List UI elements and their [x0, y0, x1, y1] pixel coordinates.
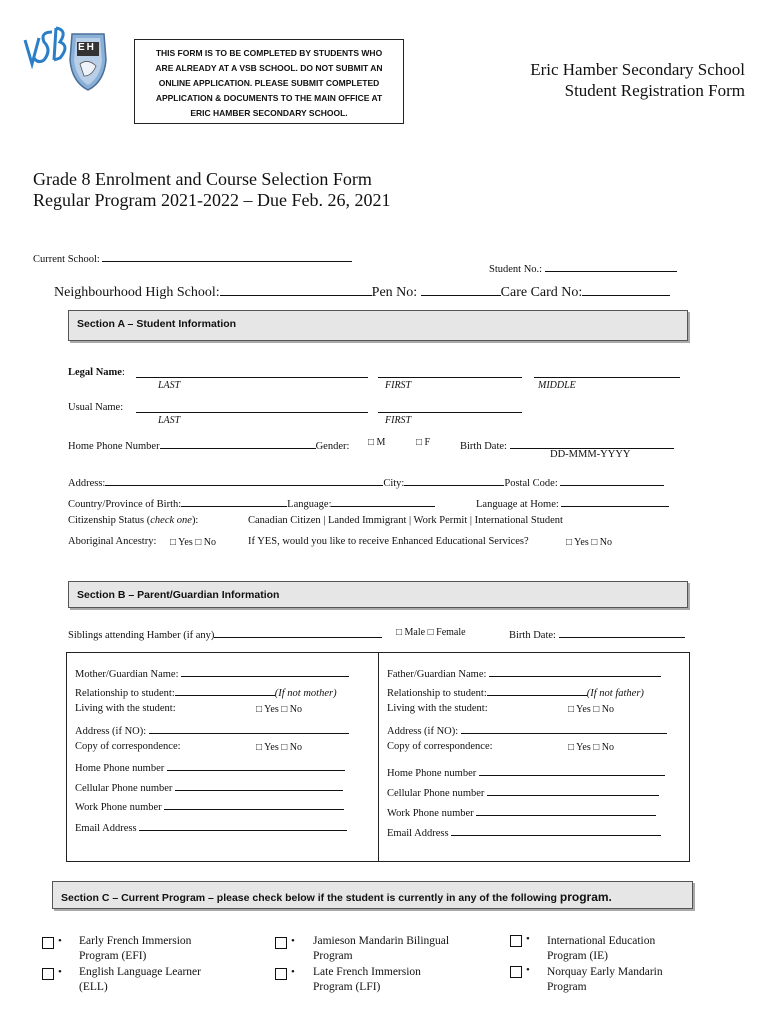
citizenship-hint: check one	[150, 515, 192, 526]
notice-line: ERIC HAMBER SECONDARY SCHOOL.	[190, 108, 348, 118]
birth-date-input[interactable]	[510, 437, 674, 449]
mother-work-field	[75, 798, 344, 813]
mother-relationship-field	[75, 684, 337, 699]
country-field	[68, 495, 435, 510]
sibling-birth-date-input[interactable]	[559, 626, 685, 638]
father-email-label: Email Address	[387, 828, 449, 839]
program-mandarin-line2: Program	[313, 950, 353, 962]
program-mandarin-line1: Jamieson Mandarin Bilingual	[313, 935, 450, 947]
lfi-bullet: •	[291, 966, 295, 978]
home-phone-field	[68, 437, 349, 452]
father-copy-yes-no[interactable]: □ Yes □ No	[568, 742, 614, 753]
legal-name-colon: :	[121, 367, 125, 378]
ell-checkbox[interactable]	[42, 968, 54, 980]
mother-email-label: Email Address	[75, 823, 137, 834]
father-address-label: Address (if NO):	[387, 726, 459, 737]
notice-line: ARE ALREADY AT A VSB SCHOOL. DO NOT SUBMIT AN	[155, 63, 383, 73]
father-name-field	[387, 665, 661, 680]
program-ie-line1: International Education	[547, 935, 656, 947]
program-ie-line2: Program (IE)	[547, 950, 608, 962]
usual-last-caption: LAST	[158, 415, 181, 426]
mother-name-input[interactable]	[181, 665, 349, 677]
program-lfi	[313, 965, 421, 995]
home-phone-input[interactable]	[160, 437, 316, 449]
program-lfi-line1: Late French Immersion	[313, 966, 421, 978]
father-name-input[interactable]	[489, 665, 661, 677]
citizenship-options[interactable]: Canadian Citizen | Landed Immigrant | Work Permit | International Student	[248, 515, 563, 526]
father-email-input[interactable]	[451, 824, 661, 836]
legal-name-label: Legal Name	[68, 367, 122, 378]
father-work-input[interactable]	[476, 804, 656, 816]
father-work-field	[387, 804, 656, 819]
school-name: Eric Hamber Secondary School	[530, 60, 745, 79]
usual-name-label: Usual Name:	[68, 402, 124, 413]
student-no-label: Student No.:	[489, 264, 543, 275]
legal-last-input[interactable]	[136, 366, 368, 378]
mother-cell-label: Cellular Phone number	[75, 783, 173, 794]
neighbourhood-input[interactable]	[220, 282, 372, 296]
country-label: Country/Province of Birth:	[68, 499, 182, 510]
section-b-header: Section B – Parent/Guardian Information	[68, 581, 688, 608]
postal-input[interactable]	[560, 474, 664, 486]
mother-work-input[interactable]	[164, 798, 344, 810]
legal-first-caption: FIRST	[385, 380, 412, 391]
student-no-input[interactable]	[545, 260, 677, 272]
mother-cell-field	[75, 779, 343, 794]
program-norquay-line1: Norquay Early Mandarin	[547, 966, 663, 978]
mother-copy-label: Copy of correspondence:	[75, 741, 181, 752]
father-living-yes-no[interactable]: □ Yes □ No	[568, 704, 614, 715]
mother-copy-yes-no[interactable]: □ Yes □ No	[256, 742, 302, 753]
father-living-label: Living with the student:	[387, 703, 488, 714]
legal-name-field	[68, 367, 125, 378]
city-input[interactable]	[404, 474, 504, 486]
father-address-input[interactable]	[461, 722, 667, 734]
father-name-label: Father/Guardian Name:	[387, 669, 487, 680]
section-c-title-end: program.	[559, 890, 612, 904]
mother-email-input[interactable]	[139, 819, 347, 831]
enhanced-yes-no[interactable]: □ Yes □ No	[566, 537, 612, 548]
mother-address-input[interactable]	[149, 722, 349, 734]
language-home-label: Language at Home:	[476, 499, 559, 510]
address-field	[68, 474, 664, 489]
birth-date-label: Birth Date:	[460, 441, 507, 452]
form-title-line1: Grade 8 Enrolment and Course Selection Form	[33, 169, 372, 189]
guardian-divider	[378, 652, 379, 862]
father-relationship-field	[387, 684, 644, 699]
legal-first-input[interactable]	[378, 366, 522, 378]
sibling-birth-date-field	[509, 626, 685, 641]
legal-middle-input[interactable]	[534, 366, 680, 378]
efi-bullet: •	[58, 935, 62, 947]
mother-home-phone-field	[75, 759, 345, 774]
gender-female-checkbox[interactable]: □ F	[416, 437, 431, 448]
mother-home-phone-label: Home Phone number	[75, 763, 165, 774]
mother-address-label: Address (if NO):	[75, 726, 147, 737]
father-home-phone-input[interactable]	[479, 764, 665, 776]
father-relationship-input[interactable]	[487, 684, 587, 696]
mother-living-yes-no[interactable]: □ Yes □ No	[256, 704, 302, 715]
neighbourhood-row	[54, 282, 670, 301]
program-mandarin-bilingual	[313, 934, 449, 964]
usual-first-input[interactable]	[378, 401, 522, 413]
mother-relationship-input[interactable]	[175, 684, 275, 696]
current-school-input[interactable]	[102, 250, 352, 262]
city-label: City:	[383, 478, 405, 489]
enhanced-services-label: If YES, would you like to receive Enhanced Educational Services?	[248, 536, 529, 547]
current-school-field	[33, 250, 352, 265]
current-school-label: Current School:	[33, 254, 100, 265]
aboriginal-yes-no[interactable]: □ Yes □ No	[170, 537, 216, 548]
notice-line: APPLICATION & DOCUMENTS TO THE MAIN OFFICE AT	[155, 93, 383, 103]
program-ell	[79, 965, 201, 995]
program-norquay-line2: Program	[547, 981, 587, 993]
father-relationship-note: (If not father)	[586, 688, 644, 699]
crest-initials: EH	[78, 42, 96, 53]
father-relationship-label: Relationship to student:	[387, 688, 487, 699]
notice-box	[134, 39, 404, 124]
care-card-label: Care Card No:	[500, 285, 583, 300]
language-home-input[interactable]	[561, 495, 669, 507]
gender-label: Gender:	[315, 441, 350, 452]
father-home-phone-label: Home Phone number	[387, 768, 477, 779]
father-cell-input[interactable]	[487, 784, 659, 796]
citizenship-label	[68, 515, 198, 526]
mother-cell-input[interactable]	[175, 779, 343, 791]
pen-no-input[interactable]	[421, 282, 501, 296]
sibling-gender-checkbox[interactable]: □ Male □ Female	[396, 627, 466, 638]
ie-bullet: •	[526, 933, 530, 945]
home-phone-label: Home Phone Number	[68, 441, 160, 452]
mother-address-field	[75, 722, 349, 737]
neighbourhood-label: Neighbourhood High School:	[54, 285, 220, 300]
citizenship-text: Citizenship Status (	[68, 515, 151, 526]
norquay-bullet: •	[526, 964, 530, 976]
father-cell-label: Cellular Phone number	[387, 788, 485, 799]
country-input[interactable]	[181, 495, 287, 507]
father-email-field	[387, 824, 661, 839]
notice-line: THIS FORM IS TO BE COMPLETED BY STUDENTS WHO	[155, 48, 383, 58]
father-copy-label: Copy of correspondence:	[387, 741, 493, 752]
gender-male-checkbox[interactable]: □ M	[368, 437, 386, 448]
section-c-title: Section C – Current Program – please check below if the student is currently in any of the following	[61, 892, 560, 904]
form-name: Student Registration Form	[564, 81, 745, 100]
usual-first-caption: FIRST	[385, 415, 412, 426]
program-efi	[79, 934, 191, 964]
section-a-header: Section A – Student Information	[68, 310, 688, 341]
program-efi-line1: Early French Immersion	[79, 935, 192, 947]
mother-living-label: Living with the student:	[75, 703, 176, 714]
mother-home-phone-input[interactable]	[167, 759, 345, 771]
program-norquay	[547, 965, 663, 995]
language-input[interactable]	[331, 495, 435, 507]
mother-email-field	[75, 819, 347, 834]
notice-line: ONLINE APPLICATION. PLEASE SUBMIT COMPLETED	[158, 78, 380, 88]
program-ie	[547, 934, 655, 964]
language-home-field	[476, 495, 669, 510]
father-work-label: Work Phone number	[387, 808, 474, 819]
father-cell-field	[387, 784, 659, 799]
date-format-caption: DD-MMM-YYYY	[550, 449, 631, 460]
mandarin-bilingual-bullet: •	[291, 935, 295, 947]
program-ell-line2: (ELL)	[79, 981, 108, 993]
efi-checkbox[interactable]	[42, 937, 54, 949]
father-home-phone-field	[387, 764, 665, 779]
siblings-input[interactable]	[214, 626, 382, 638]
mandarin-bilingual-checkbox[interactable]	[275, 937, 287, 949]
pen-no-label: Pen No:	[371, 285, 418, 300]
norquay-checkbox[interactable]	[510, 966, 522, 978]
postal-label: Postal Code:	[504, 478, 558, 489]
ell-bullet: •	[58, 966, 62, 978]
siblings-field	[68, 626, 382, 641]
aboriginal-label: Aboriginal Ancestry:	[68, 536, 157, 547]
address-input[interactable]	[105, 474, 383, 486]
father-address-field	[387, 722, 667, 737]
legal-last-caption: LAST	[158, 380, 181, 391]
form-title-line2: Regular Program 2021-2022 – Due Feb. 26, 2021	[33, 190, 391, 210]
usual-last-input[interactable]	[136, 401, 368, 413]
mother-name-field	[75, 665, 349, 680]
student-no-field	[489, 260, 677, 275]
vsb-logo	[20, 20, 115, 92]
legal-middle-caption: MIDDLE	[538, 380, 576, 391]
sibling-birth-date-label: Birth Date:	[509, 630, 556, 641]
siblings-label: Siblings attending Hamber (if any)	[68, 630, 215, 641]
citizenship-end: ):	[191, 515, 199, 526]
mother-relationship-note: (If not mother)	[274, 688, 337, 699]
mother-work-label: Work Phone number	[75, 802, 162, 813]
mother-relationship-label: Relationship to student:	[75, 688, 175, 699]
program-efi-line2: Program (EFI)	[79, 950, 147, 962]
address-label: Address:	[68, 478, 106, 489]
lfi-checkbox[interactable]	[275, 968, 287, 980]
mother-name-label: Mother/Guardian Name:	[75, 669, 179, 680]
program-ell-line1: English Language Learner	[79, 966, 201, 978]
language-label: Language:	[287, 499, 332, 510]
section-c-header	[52, 881, 693, 909]
ie-checkbox[interactable]	[510, 935, 522, 947]
program-lfi-line2: Program (LFI)	[313, 981, 381, 993]
care-card-input[interactable]	[582, 282, 670, 296]
